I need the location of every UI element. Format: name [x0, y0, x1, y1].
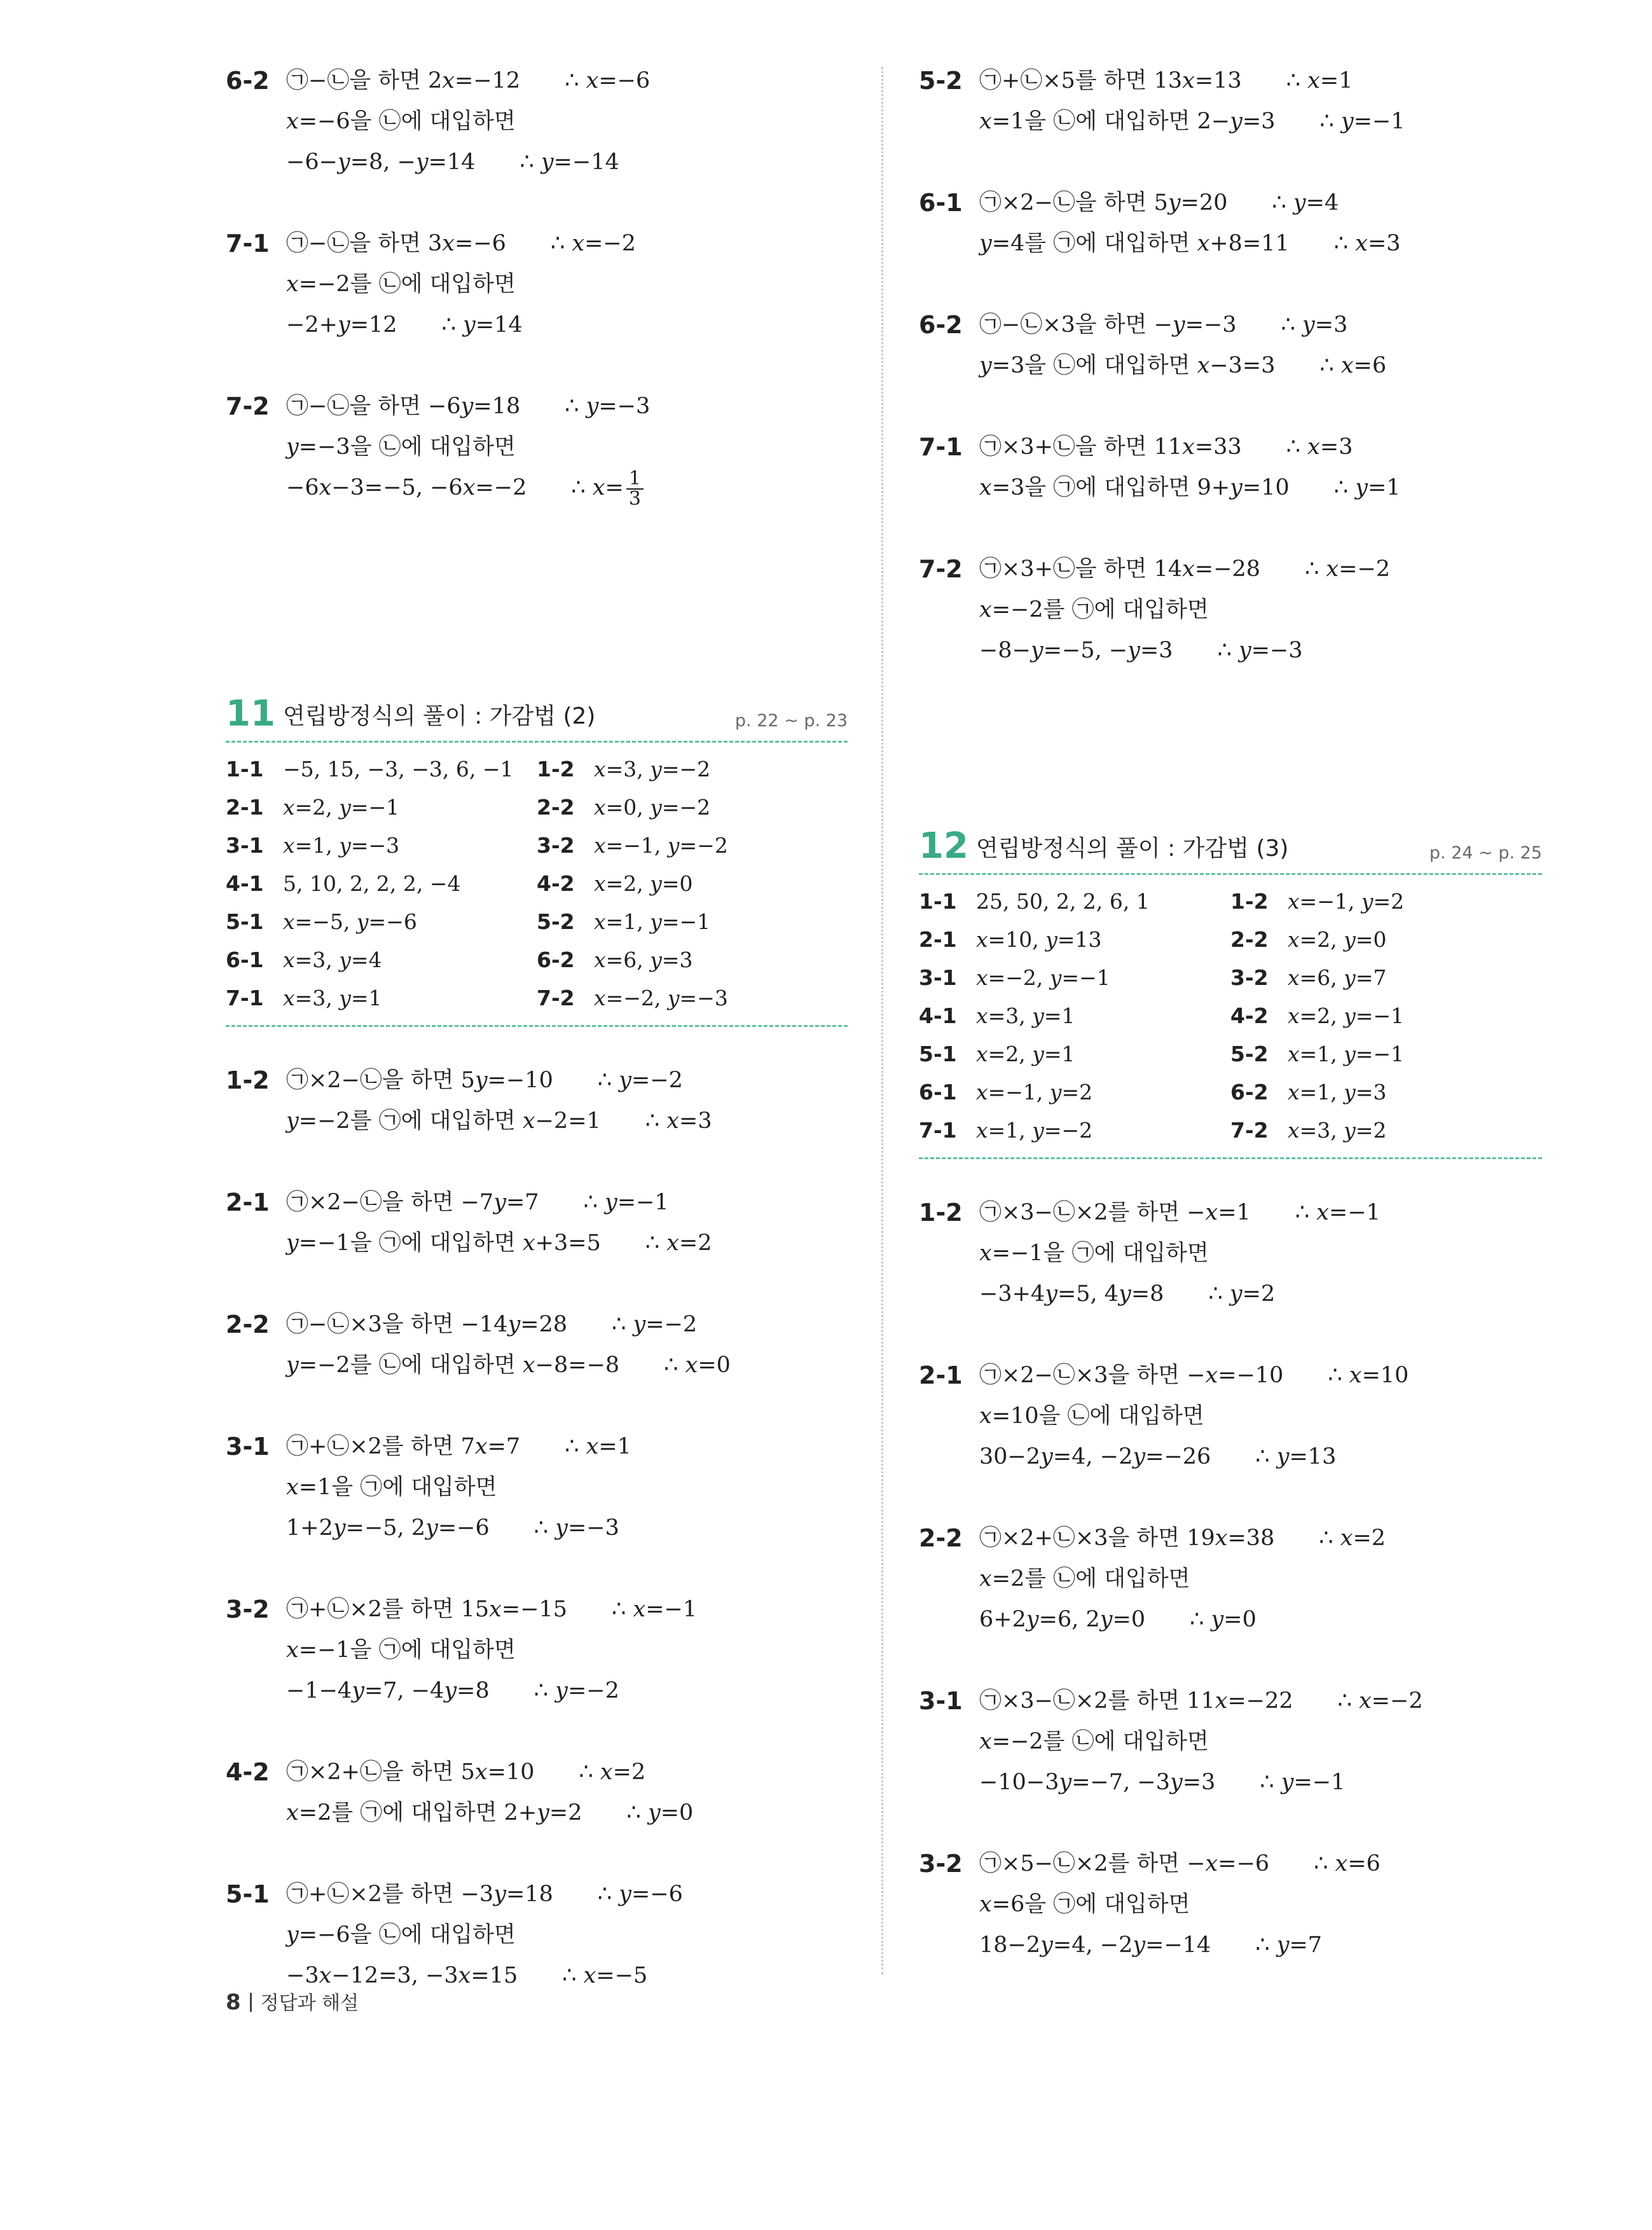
answer-label: 1-2 [537, 757, 575, 781]
solution-block [226, 1589, 848, 1711]
solution-block [226, 1304, 848, 1386]
answer-value: 𝑥=3, 𝑦=1 [283, 986, 382, 1010]
answer-label: 2-2 [1230, 927, 1269, 952]
solution-block [226, 1874, 848, 1996]
solution-block [226, 1060, 848, 1141]
solution-step: ㉠×2−㉡을 하면 −7𝑦=7 [286, 1190, 539, 1215]
answer-label: 6-1 [226, 947, 264, 972]
answer-label: 5-1 [919, 1042, 957, 1066]
answer-item [226, 827, 537, 865]
solution-step: 𝑥=−2를 ㉡에 대입하면 [979, 1729, 1209, 1754]
answer-label: 3-1 [226, 833, 264, 858]
answer-value: 𝑥=10, 𝑦=13 [976, 927, 1102, 952]
answer-item [537, 750, 848, 788]
section-page-range: p. 24 ~ p. 25 [1429, 843, 1542, 863]
answer-label: 4-2 [537, 871, 575, 896]
solution-step: ㉠×2−㉡을 하면 5𝑦=−10 [286, 1068, 553, 1093]
section-page-range: p. 22 ~ p. 23 [734, 711, 848, 731]
solution-step: 𝑦=3을 ㉡에 대입하면 𝑥−3=3 [979, 353, 1276, 378]
problem-number: 2-1 [919, 1361, 963, 1389]
problem-number: 2-2 [919, 1524, 963, 1552]
answer-value: 𝑥=2, 𝑦=0 [594, 871, 693, 896]
solution-step: −3𝑥−12=3, −3𝑥=15 [286, 1963, 518, 1988]
answer-label: 1-2 [1230, 889, 1269, 914]
answer-value: 𝑥=2, 𝑦=−1 [1288, 1003, 1405, 1028]
section-title: 연립방정식의 풀이 : 가감법 (2) [283, 703, 596, 729]
answer-label: 3-2 [1230, 965, 1269, 990]
problem-number: 3-1 [226, 1433, 270, 1461]
solution-line [979, 427, 1542, 467]
section-title: 연립방정식의 풀이 : 가감법 (3) [976, 836, 1289, 862]
answer-item [1230, 883, 1542, 921]
solution-step: ㉠−㉡×3을 하면 −𝑦=−3 [979, 312, 1237, 338]
answer-label: 2-2 [537, 795, 575, 820]
answer-item [919, 997, 1230, 1035]
solution-result: ∴ 𝑦=−3 [533, 1515, 619, 1541]
solution-line [286, 1304, 848, 1345]
solution-line [979, 1721, 1542, 1762]
solution-line [979, 1884, 1542, 1925]
answer-item [226, 750, 537, 788]
answer-value: 𝑥=−5, 𝑦=−6 [283, 909, 417, 934]
solution-step: 𝑥=−1을 ㉠에 대입하면 [286, 1637, 516, 1663]
solution-step: ㉠×3+㉡을 하면 14𝑥=−28 [979, 556, 1261, 582]
column-divider [881, 67, 883, 1974]
answer-value: 𝑥=1, 𝑦=−2 [976, 1118, 1093, 1143]
problem-number: 6-2 [226, 67, 270, 95]
solution-step: 𝑥=10을 ㉡에 대입하면 [979, 1403, 1204, 1429]
solution-step: 𝑦=−6을 ㉡에 대입하면 [286, 1922, 516, 1948]
solution-line [286, 1426, 848, 1467]
solution-line [286, 1630, 848, 1670]
solution-step: 𝑥=−2를 ㉡에 대입하면 [286, 272, 516, 297]
solution-line [286, 1752, 848, 1793]
solution-result: ∴ 𝑦=3 [1281, 312, 1348, 338]
solution-result: ∴ 𝑥=3 [645, 1108, 712, 1134]
solution-line [979, 1436, 1542, 1477]
fraction [626, 469, 644, 509]
solution-block [919, 305, 1542, 386]
answer-label: 5-1 [226, 909, 264, 934]
solution-result: ∴ 𝑦=−3 [1217, 638, 1303, 663]
solution-step: ㉠−㉡을 하면 −6𝑦=18 [286, 394, 521, 419]
left-column [226, 60, 848, 2037]
solution-result: ∴ 𝑥=1 [1286, 68, 1353, 93]
solution-result: ∴ 𝑥=1 [565, 1434, 631, 1459]
answer-value: 5, 10, 2, 2, 2, −4 [283, 871, 461, 896]
solution-step: ㉠×3−㉡×2를 하면 −𝑥=1 [979, 1200, 1251, 1225]
problem-number: 7-1 [226, 230, 270, 258]
answer-item [1230, 1073, 1542, 1112]
solution-line [286, 1793, 848, 1833]
answer-item [226, 979, 537, 1017]
solution-line [979, 1233, 1542, 1274]
solution-step: ㉠×2+㉡을 하면 5𝑥=10 [286, 1759, 535, 1785]
section-solutions [919, 1192, 1542, 1965]
solution-step: −8−𝑦=−5, −𝑦=3 [979, 638, 1173, 663]
solution-result: ∴ 𝑥=−5 [562, 1963, 648, 1988]
solution-step: 6+2𝑦=6, 2𝑦=0 [979, 1607, 1146, 1632]
solution-result: ∴ 𝑦=4 [1272, 190, 1339, 216]
solution-line [286, 1589, 848, 1630]
solution-result: ∴ 𝑦=−2 [612, 1312, 698, 1337]
answer-value: 𝑥=6, 𝑦=3 [594, 947, 693, 972]
answer-item [537, 941, 848, 979]
answer-value: 𝑥=0, 𝑦=−2 [594, 795, 711, 820]
answer-item [1230, 959, 1542, 997]
right-column [919, 60, 1542, 2006]
answer-item [537, 827, 848, 865]
answer-item [1230, 997, 1542, 1035]
solution-line [286, 1467, 848, 1508]
answer-value: 𝑥=2, 𝑦=0 [1288, 927, 1387, 952]
solution-line [979, 1559, 1542, 1599]
solution-step: ㉠−㉡×3을 하면 −14𝑦=28 [286, 1312, 568, 1337]
solution-result: ∴ 𝑦=1 [1333, 475, 1401, 500]
answer-value: −5, 15, −3, −3, 6, −1 [283, 757, 514, 781]
solution-step: ㉠×2+㉡×3을 하면 19𝑥=38 [979, 1525, 1275, 1551]
solution-step: 𝑥=1을 ㉡에 대입하면 2−𝑦=3 [979, 109, 1276, 134]
answer-value: 𝑥=6, 𝑦=7 [1288, 965, 1387, 990]
solution-block [226, 386, 848, 508]
solution-line [286, 1915, 848, 1955]
solution-result: ∴ 𝑦=−1 [1319, 109, 1405, 134]
solution-line [286, 1182, 848, 1223]
solution-line [286, 264, 848, 305]
solution-line [286, 223, 848, 264]
problem-number: 7-1 [919, 433, 963, 461]
solution-result: ∴ 𝑥=6 [1314, 1851, 1380, 1876]
answer-item [919, 959, 1230, 997]
solution-result: ∴ 𝑥=3 [1333, 231, 1401, 256]
answer-value: 𝑥=1, 𝑦=−1 [594, 909, 711, 934]
solution-line [979, 1396, 1542, 1436]
solution-step: ㉠×5−㉡×2를 하면 −𝑥=−6 [979, 1851, 1270, 1876]
solution-block [226, 223, 848, 345]
solution-step: 𝑦=−2를 ㉡에 대입하면 𝑥−8=−8 [286, 1352, 620, 1378]
solution-line [979, 1762, 1542, 1803]
solution-step: 𝑦=−1을 ㉠에 대입하면 𝑥+3=5 [286, 1230, 601, 1256]
solution-block [919, 549, 1542, 671]
solution-line [286, 1060, 848, 1101]
solution-step: 1+2𝑦=−5, 2𝑦=−6 [286, 1515, 490, 1541]
solution-line [979, 1274, 1542, 1314]
solution-line [286, 1101, 848, 1141]
answer-item [919, 1035, 1230, 1073]
solution-step: ㉠−㉡을 하면 2𝑥=−12 [286, 68, 521, 93]
solution-line [979, 1681, 1542, 1721]
problem-number: 2-1 [226, 1188, 270, 1216]
problem-number: 1-2 [226, 1066, 270, 1094]
solution-step: −10−3𝑦=−7, −3𝑦=3 [979, 1770, 1216, 1795]
solution-result: ∴ 𝑥=10 [1328, 1363, 1409, 1388]
section-12 [919, 827, 1542, 1965]
footer-divider [250, 1993, 252, 2012]
solution-block [919, 1518, 1542, 1640]
solution-step: 𝑥=−2를 ㉠에 대입하면 [979, 597, 1209, 623]
solution-line [286, 1874, 848, 1915]
solution-step: ㉠×2−㉡×3을 하면 −𝑥=−10 [979, 1363, 1284, 1388]
solution-result: ∴ 𝑦=−14 [520, 149, 619, 175]
answer-item [919, 1073, 1230, 1112]
answer-label: 5-2 [537, 909, 575, 934]
answer-label: 4-2 [1230, 1003, 1269, 1028]
solution-result: ∴ 𝑥=2 [645, 1230, 712, 1256]
answer-item [537, 788, 848, 827]
solution-step: ㉠+㉡×5를 하면 13𝑥=13 [979, 68, 1242, 93]
answer-value: 𝑥=1, 𝑦=−3 [283, 833, 400, 858]
solution-step: 𝑦=−2를 ㉠에 대입하면 𝑥−2=1 [286, 1108, 601, 1134]
answer-item [537, 865, 848, 903]
problem-number: 2-2 [226, 1311, 270, 1339]
section-header [919, 827, 1542, 875]
solution-step: 𝑦=4를 ㉠에 대입하면 𝑥+8=11 [979, 231, 1290, 256]
solution-line [286, 1508, 848, 1548]
solution-line [979, 467, 1542, 508]
solution-result: ∴ 𝑥=6 [1319, 353, 1387, 378]
right-top-solutions [919, 60, 1542, 671]
solution-step: 18−2𝑦=4, −2𝑦=−14 [979, 1932, 1211, 1958]
solution-result: ∴ 𝑦=7 [1255, 1932, 1323, 1958]
solution-result: ∴ 𝑥=−1 [1295, 1200, 1380, 1225]
fraction-numerator: 1 [626, 469, 644, 490]
answer-label: 6-2 [537, 947, 575, 972]
solution-step: ㉠×3−㉡×2를 하면 11𝑥=−22 [979, 1688, 1293, 1714]
solution-step: −1−4𝑦=7, −4𝑦=8 [286, 1678, 490, 1703]
solution-step: −3+4𝑦=5, 4𝑦=8 [979, 1281, 1164, 1307]
problem-number: 6-1 [919, 189, 963, 217]
solution-result: ∴ 𝑦=−6 [597, 1882, 683, 1907]
solution-result: ∴ 𝑦=−1 [1260, 1770, 1346, 1795]
solution-line [979, 182, 1542, 223]
solution-line [979, 101, 1542, 142]
solution-line [979, 1599, 1542, 1640]
solution-result: ∴ 𝑥=−1 [612, 1597, 698, 1622]
solution-line [286, 305, 848, 345]
problem-number: 4-2 [226, 1758, 270, 1786]
answer-label: 1-1 [226, 757, 264, 781]
problem-number: 1-2 [919, 1199, 963, 1227]
solution-line [979, 589, 1542, 630]
solution-line [286, 427, 848, 467]
problem-number: 3-2 [919, 1850, 963, 1878]
answer-label: 3-1 [919, 965, 957, 990]
answer-label: 7-1 [919, 1118, 957, 1143]
answer-item [919, 1112, 1230, 1150]
solution-result: ∴ 𝑥=2 [1319, 1525, 1386, 1551]
solution-line [286, 1670, 848, 1711]
page-footer [226, 1987, 359, 2015]
problem-number: 7-2 [919, 555, 963, 583]
problem-number: 5-1 [226, 1880, 270, 1908]
solution-block [226, 60, 848, 182]
section [226, 695, 848, 1027]
section-solutions [226, 1060, 848, 1996]
answer-label: 3-2 [537, 833, 575, 858]
section-11 [226, 695, 848, 1996]
solution-step: ㉠−㉡을 하면 3𝑥=−6 [286, 231, 506, 256]
solution-result: ∴ 𝑦=−1 [583, 1190, 669, 1215]
answer-label: 4-1 [919, 1003, 957, 1028]
answer-label: 6-1 [919, 1080, 957, 1105]
solution-block [226, 1182, 848, 1263]
answer-item [537, 903, 848, 941]
problem-number: 7-2 [226, 392, 270, 420]
solution-line [286, 1955, 848, 1996]
problem-number: 3-1 [919, 1687, 963, 1715]
problem-number: 5-2 [919, 67, 963, 95]
answer-label: 6-2 [1230, 1080, 1269, 1105]
solution-step: ㉠+㉡×2를 하면 −3𝑦=18 [286, 1882, 553, 1907]
solution-result: ∴ 𝑦=−3 [565, 394, 650, 419]
solution-line [979, 1925, 1542, 1965]
solution-result: ∴ 𝑥=3 [1286, 434, 1353, 460]
footer-title: 정답과 해설 [260, 1992, 359, 2014]
solution-step: ㉠+㉡×2를 하면 7𝑥=7 [286, 1434, 521, 1459]
solution-block [919, 427, 1542, 508]
solution-block [919, 60, 1542, 142]
section-number: 11 [226, 693, 275, 734]
answer-label: 7-2 [1230, 1118, 1269, 1143]
answer-value: 𝑥=2, 𝑦=1 [976, 1042, 1075, 1066]
solution-step: −6𝑥−3=−5, −6𝑥=−2 [286, 475, 527, 500]
answer-item [919, 921, 1230, 959]
answer-item [226, 941, 537, 979]
answer-value: 𝑥=1, 𝑦=−1 [1288, 1042, 1405, 1066]
solution-step: −6−𝑦=8, −𝑦=14 [286, 149, 476, 175]
solution-line [979, 1355, 1542, 1396]
solution-line [979, 1843, 1542, 1884]
solution-step: −2+𝑦=12 [286, 312, 397, 338]
solution-result: ∴ 𝑥= [571, 475, 624, 500]
solution-result: ∴ 𝑦=13 [1255, 1444, 1337, 1469]
answer-label: 2-1 [919, 927, 957, 952]
solution-result: ∴ 𝑥=−2 [550, 231, 636, 256]
answer-label: 5-2 [1230, 1042, 1269, 1066]
solution-line [286, 142, 848, 182]
answer-item [1230, 921, 1542, 959]
solution-line [979, 630, 1542, 671]
solution-line [979, 305, 1542, 345]
solution-block [919, 182, 1542, 264]
solution-step: 𝑥=2를 ㉡에 대입하면 [979, 1566, 1190, 1592]
left-top-solutions [226, 60, 848, 508]
solution-step: ㉠+㉡×2를 하면 15𝑥=−15 [286, 1597, 568, 1622]
solution-result: ∴ 𝑥=0 [664, 1352, 731, 1378]
answer-label: 1-1 [919, 889, 957, 914]
solution-line [979, 223, 1542, 264]
solution-block [226, 1752, 848, 1833]
solution-step: 𝑥=3을 ㉠에 대입하면 9+𝑦=10 [979, 475, 1290, 500]
solution-result: ∴ 𝑦=0 [1190, 1607, 1256, 1632]
answer-value: 𝑥=3, 𝑦=1 [976, 1003, 1075, 1028]
fraction-denominator: 3 [628, 487, 641, 510]
solution-block [919, 1843, 1542, 1965]
solution-line [286, 1345, 848, 1386]
answer-value: 25, 50, 2, 2, 6, 1 [976, 889, 1150, 914]
solution-step: 𝑥=2를 ㉠에 대입하면 2+𝑦=2 [286, 1800, 582, 1826]
section-number: 12 [919, 825, 968, 867]
solution-step: ㉠×3+㉡을 하면 11𝑥=33 [979, 434, 1242, 460]
solution-line [979, 1518, 1542, 1559]
solution-result: ∴ 𝑥=−2 [1337, 1688, 1423, 1714]
answer-value: 𝑥=−2, 𝑦=−1 [976, 965, 1110, 990]
section [919, 827, 1542, 1159]
problem-number: 6-2 [919, 311, 963, 339]
solution-step: ㉠×2−㉡을 하면 5𝑦=20 [979, 190, 1228, 216]
solution-line [979, 345, 1542, 386]
solution-line [286, 1223, 848, 1263]
answer-value: 𝑥=−2, 𝑦=−3 [594, 986, 728, 1010]
solution-result: ∴ 𝑦=14 [441, 312, 523, 338]
solution-result: ∴ 𝑦=−2 [597, 1068, 683, 1093]
solution-line [286, 60, 848, 101]
solution-result: ∴ 𝑥=2 [579, 1759, 646, 1785]
problem-number: 3-2 [226, 1595, 270, 1623]
solution-result: ∴ 𝑦=0 [626, 1800, 694, 1826]
solution-step: 𝑥=1을 ㉠에 대입하면 [286, 1475, 497, 1500]
answer-label: 2-1 [226, 795, 264, 820]
answer-item [1230, 1035, 1542, 1073]
solution-step: 𝑦=−3을 ㉡에 대입하면 [286, 434, 516, 460]
answer-item [226, 903, 537, 941]
answer-value: 𝑥=−1, 𝑦=2 [976, 1080, 1093, 1105]
solution-line [286, 386, 848, 427]
answer-item [1230, 1112, 1542, 1150]
answer-label: 7-2 [537, 986, 575, 1010]
solution-line [979, 60, 1542, 101]
solution-block [919, 1355, 1542, 1477]
answer-grid [226, 743, 848, 1027]
solution-step: 𝑥=−6을 ㉡에 대입하면 [286, 109, 516, 134]
answer-label: 7-1 [226, 986, 264, 1010]
answer-value: 𝑥=3, 𝑦=2 [1288, 1118, 1387, 1143]
solution-block [226, 1426, 848, 1548]
solution-result: ∴ 𝑦=−2 [533, 1678, 619, 1703]
answer-item [226, 865, 537, 903]
solution-result: ∴ 𝑥=−6 [565, 68, 650, 93]
answer-value: 𝑥=3, 𝑦=−2 [594, 757, 711, 781]
solution-line [286, 101, 848, 142]
solution-step: 𝑥=6을 ㉠에 대입하면 [979, 1892, 1190, 1917]
answer-value: 𝑥=−1, 𝑦=−2 [594, 833, 728, 858]
solution-result: ∴ 𝑥=−2 [1305, 556, 1391, 582]
solution-block [919, 1192, 1542, 1314]
answer-value: 𝑥=3, 𝑦=4 [283, 947, 382, 972]
solution-block [919, 1681, 1542, 1803]
solution-line [979, 549, 1542, 589]
answer-value: 𝑥=−1, 𝑦=2 [1288, 889, 1405, 914]
answer-item [226, 788, 537, 827]
solution-line [286, 467, 848, 508]
solution-result: ∴ 𝑦=2 [1208, 1281, 1276, 1307]
answer-value: 𝑥=1, 𝑦=3 [1288, 1080, 1387, 1105]
solution-line [979, 1192, 1542, 1233]
answer-grid [919, 875, 1542, 1159]
solution-step: 𝑥=−1을 ㉠에 대입하면 [979, 1241, 1209, 1266]
section-header [226, 695, 848, 743]
page-number: 8 [226, 1990, 241, 2015]
answer-label: 4-1 [226, 871, 264, 896]
answer-item [919, 883, 1230, 921]
solution-step: 30−2𝑦=4, −2𝑦=−26 [979, 1444, 1211, 1469]
answer-item [537, 979, 848, 1017]
answer-value: 𝑥=2, 𝑦=−1 [283, 795, 400, 820]
